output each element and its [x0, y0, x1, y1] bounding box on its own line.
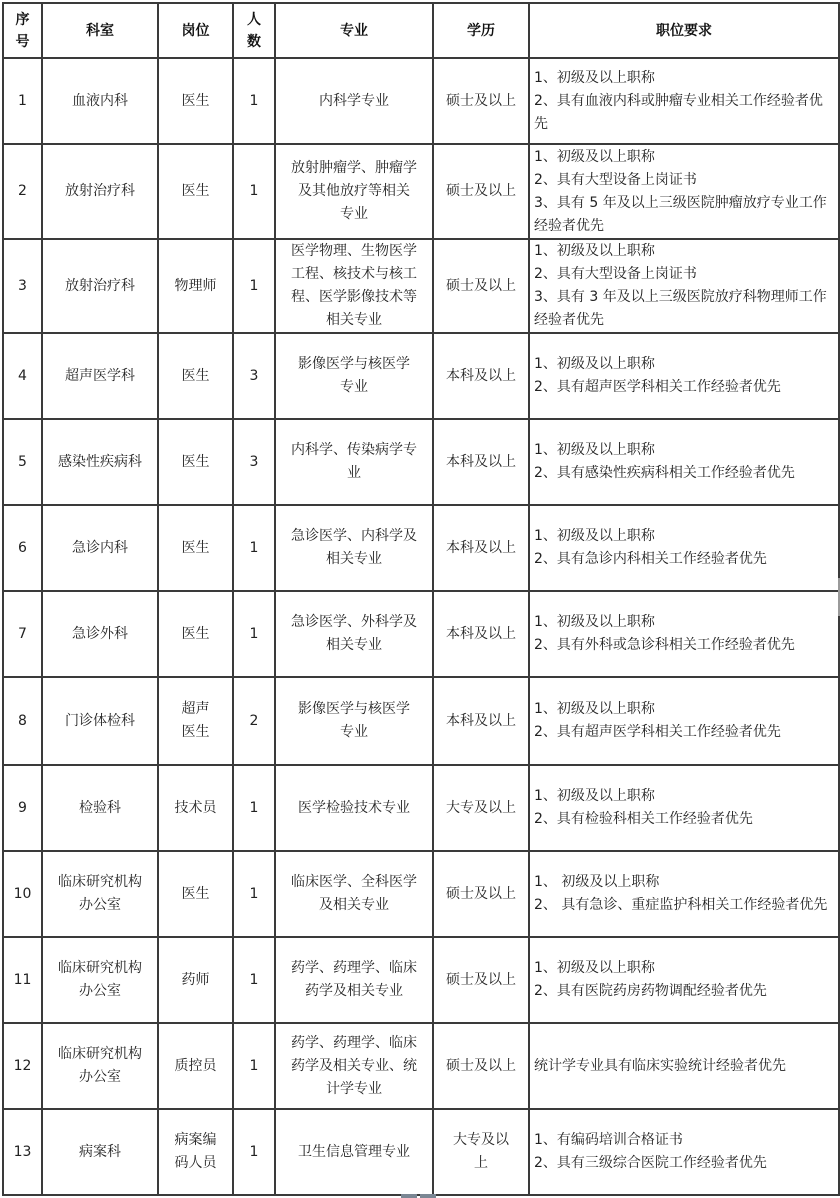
cell-dept-line: 办公室 [79, 1069, 121, 1085]
cell-dept: 放射治疗科 [42, 239, 158, 333]
requirement-item: 1、初级及以上职称 [534, 528, 655, 544]
cell-edu: 硕士及以上 [433, 239, 529, 333]
table-row [3, 239, 839, 333]
cell-no: 8 [3, 677, 42, 765]
cell-major [275, 677, 433, 765]
cell-requirements [529, 239, 839, 333]
cell-major-line: 专业 [340, 206, 368, 222]
cell-edu: 本科及以上 [433, 591, 529, 677]
cell-dept [42, 937, 158, 1023]
cell-requirements [529, 937, 839, 1023]
table-header-row [3, 3, 839, 58]
header-post: 岗位 [158, 3, 233, 58]
cell-major: 内科学专业 [275, 58, 433, 144]
cell-no: 1 [3, 58, 42, 144]
cell-dept: 急诊外科 [42, 591, 158, 677]
cell-major [275, 937, 433, 1023]
cell-major [275, 1023, 433, 1109]
requirement-item: 2、具有感染性疾病科相关工作经验者优先 [534, 465, 795, 481]
header-no [3, 3, 42, 58]
cell-post: 质控员 [158, 1023, 233, 1109]
cell-requirements [529, 1109, 839, 1195]
table-row [3, 144, 839, 239]
cell-major-line: 药学及相关专业 [305, 983, 403, 999]
header-count [233, 3, 275, 58]
cell-post-line: 超声 [181, 701, 210, 717]
cell-count: 1 [233, 765, 275, 851]
cell-post: 医生 [158, 333, 233, 419]
cell-major [275, 419, 433, 505]
cell-post: 医生 [158, 505, 233, 591]
bottom-handle-right [420, 1194, 436, 1198]
cell-no: 10 [3, 851, 42, 937]
bottom-handle-left [401, 1194, 417, 1198]
cell-no: 5 [3, 419, 42, 505]
cell-requirements [529, 677, 839, 765]
cell-post: 物理师 [158, 239, 233, 333]
cell-dept [42, 1023, 158, 1109]
cell-post-line: 病案编 [174, 1132, 217, 1148]
header-no-line: 号 [15, 33, 30, 50]
requirement-item: 2、具有检验科相关工作经验者优先 [534, 811, 753, 827]
requirement-item: 1、初级及以上职称 [534, 960, 655, 976]
cell-no: 3 [3, 239, 42, 333]
cell-edu: 硕士及以上 [433, 1023, 529, 1109]
cell-requirements [529, 419, 839, 505]
cell-major-line: 影像医学与核医学 [298, 701, 410, 717]
cell-edu: 本科及以上 [433, 419, 529, 505]
cell-major-line: 专业 [340, 724, 368, 740]
cell-edu-line: 大专及以 [453, 1132, 509, 1148]
requirement-item: 1、初级及以上职称 [534, 243, 655, 259]
header-edu: 学历 [433, 3, 529, 58]
cell-major-line: 相关专业 [326, 551, 382, 567]
cell-post-line: 码人员 [174, 1155, 217, 1171]
cell-post: 医生 [158, 419, 233, 505]
requirement-item: 2、具有大型设备上岗证书 [534, 266, 697, 282]
cell-no: 12 [3, 1023, 42, 1109]
cell-major-line: 内科学、传染病学专 [291, 442, 417, 458]
cell-major-line: 及其他放疗等相关 [298, 183, 410, 199]
table-row [3, 1023, 839, 1109]
table-row [3, 677, 839, 765]
cell-edu: 本科及以上 [433, 505, 529, 591]
requirement-item: 1、初级及以上职称 [534, 148, 655, 165]
cell-post [158, 1109, 233, 1195]
header-count-line: 数 [247, 33, 261, 50]
cell-major-line: 药学及相关专业、统 [291, 1057, 417, 1074]
cell-count: 1 [233, 1023, 275, 1109]
cell-dept-line: 办公室 [79, 983, 121, 999]
cell-count: 1 [233, 58, 275, 144]
table-row [3, 937, 839, 1023]
cell-post: 医生 [158, 851, 233, 937]
cell-major: 医学检验技术专业 [275, 765, 433, 851]
cell-edu: 硕士及以上 [433, 851, 529, 937]
requirement-item: 1、有编码培训合格证书 [534, 1132, 683, 1148]
cell-dept: 放射治疗科 [42, 144, 158, 239]
cell-post: 技术员 [158, 765, 233, 851]
header-no-line: 序 [15, 11, 30, 28]
requirement-item: 2、 具有急诊、重症监护科相关工作经验者优先 [534, 897, 828, 913]
cell-major-line: 放射肿瘤学、肿瘤学 [291, 160, 417, 176]
requirement-item: 2、具有医院药房药物调配经验者优先 [534, 983, 767, 999]
cell-edu: 本科及以上 [433, 333, 529, 419]
cell-edu-line: 上 [474, 1155, 488, 1171]
cell-major [275, 144, 433, 239]
cell-no: 11 [3, 937, 42, 1023]
requirement-item: 统计学专业具有临床实验统计经验者优先 [534, 1057, 786, 1074]
cell-major-line: 影像医学与核医学 [298, 356, 410, 372]
cell-post: 医生 [158, 58, 233, 144]
cell-count: 1 [233, 505, 275, 591]
table-body [3, 58, 839, 1195]
requirement-item: 1、初级及以上职称 [534, 614, 655, 630]
cell-post: 医生 [158, 591, 233, 677]
requirement-item: 2、具有三级综合医院工作经验者优先 [534, 1155, 767, 1171]
cell-requirements [529, 333, 839, 419]
cell-dept [42, 851, 158, 937]
cell-requirements [529, 58, 839, 144]
cell-major [275, 505, 433, 591]
cell-requirements [529, 505, 839, 591]
cell-count: 1 [233, 937, 275, 1023]
table-row [3, 333, 839, 419]
cell-major-line: 程、医学影像技术等 [291, 289, 417, 305]
cell-requirements [529, 144, 839, 239]
cell-count: 2 [233, 677, 275, 765]
cell-count: 1 [233, 239, 275, 333]
cell-requirements [529, 765, 839, 851]
cell-edu: 硕士及以上 [433, 58, 529, 144]
cell-major-line: 相关专业 [326, 312, 382, 328]
requirement-item: 1、初级及以上职称 [534, 356, 655, 372]
cell-major [275, 333, 433, 419]
recruitment-table [2, 2, 840, 1196]
cell-major-line: 药学、药理学、临床 [291, 1034, 417, 1051]
cell-major-line: 专业 [340, 379, 368, 395]
header-count-line: 人 [247, 11, 261, 28]
cell-no: 6 [3, 505, 42, 591]
requirement-item: 2、具有超声医学科相关工作经验者优先 [534, 379, 781, 395]
table-row [3, 505, 839, 591]
cell-major-line: 医学物理、生物医学 [291, 243, 417, 259]
cell-dept: 门诊体检科 [42, 677, 158, 765]
cell-dept: 感染性疾病科 [42, 419, 158, 505]
cell-dept-line: 临床研究机构 [58, 1046, 142, 1062]
cell-edu: 硕士及以上 [433, 937, 529, 1023]
cell-edu: 硕士及以上 [433, 144, 529, 239]
table-row [3, 851, 839, 937]
cell-dept: 急诊内科 [42, 505, 158, 591]
cell-major-line: 计学专业 [326, 1080, 382, 1097]
requirement-item: 1、 初级及以上职称 [534, 874, 660, 890]
table-row [3, 419, 839, 505]
header-req: 职位要求 [529, 3, 839, 58]
table-row [3, 1109, 839, 1195]
cell-major-line: 业 [347, 465, 361, 481]
cell-dept-line: 临床研究机构 [58, 960, 142, 976]
cell-requirements [529, 851, 839, 937]
cell-no: 9 [3, 765, 42, 851]
cell-major-line: 及相关专业 [319, 897, 389, 913]
cell-edu: 大专及以上 [433, 765, 529, 851]
cell-count: 1 [233, 1109, 275, 1195]
requirement-item: 1、初级及以上职称 [534, 442, 655, 458]
cell-count: 1 [233, 851, 275, 937]
cell-edu: 本科及以上 [433, 677, 529, 765]
header-major: 专业 [275, 3, 433, 58]
cell-count: 3 [233, 419, 275, 505]
table-row [3, 58, 839, 144]
cell-dept-line: 临床研究机构 [58, 874, 142, 890]
cell-major [275, 239, 433, 333]
cell-major-line: 急诊医学、外科学及 [291, 614, 417, 630]
cell-dept: 检验科 [42, 765, 158, 851]
requirement-item: 1、初级及以上职称 [534, 701, 655, 717]
cell-major: 卫生信息管理专业 [275, 1109, 433, 1195]
cell-post [158, 677, 233, 765]
cell-dept: 病案科 [42, 1109, 158, 1195]
requirement-item: 3、具有 3 年及以上三级医院放疗科物理师工作经验者优先 [534, 289, 827, 328]
cell-major [275, 591, 433, 677]
cell-no: 7 [3, 591, 42, 677]
cell-major-line: 药学、药理学、临床 [291, 960, 417, 976]
header-dept: 科室 [42, 3, 158, 58]
requirement-item: 2、具有外科或急诊科相关工作经验者优先 [534, 637, 795, 653]
cell-dept-line: 办公室 [79, 897, 121, 913]
cell-dept: 血液内科 [42, 58, 158, 144]
cell-dept: 超声医学科 [42, 333, 158, 419]
cell-major-line: 急诊医学、内科学及 [291, 528, 417, 544]
cell-no: 4 [3, 333, 42, 419]
cell-edu [433, 1109, 529, 1195]
requirement-item: 2、具有急诊内科相关工作经验者优先 [534, 551, 767, 567]
cell-major-line: 工程、核技术与核工 [291, 266, 417, 282]
table-row [3, 765, 839, 851]
cell-count: 3 [233, 333, 275, 419]
requirement-item: 2、具有大型设备上岗证书 [534, 171, 697, 188]
cell-requirements [529, 1023, 839, 1109]
cell-count: 1 [233, 144, 275, 239]
requirement-item: 1、初级及以上职称 [534, 788, 655, 804]
requirement-item: 2、具有超声医学科相关工作经验者优先 [534, 724, 781, 740]
cell-major-line: 临床医学、全科医学 [291, 874, 417, 890]
cell-count: 1 [233, 591, 275, 677]
cell-no: 13 [3, 1109, 42, 1195]
cell-major-line: 相关专业 [326, 637, 382, 653]
requirement-item: 1、初级及以上职称 [534, 69, 655, 86]
cell-major [275, 851, 433, 937]
table-row [3, 591, 839, 677]
cell-no: 2 [3, 144, 42, 239]
cell-post: 医生 [158, 144, 233, 239]
cell-requirements [529, 591, 839, 677]
requirement-item: 2、具有血液内科或肿瘤专业相关工作经验者优先 [534, 92, 823, 132]
requirement-item: 3、具有 5 年及以上三级医院肿瘤放疗专业工作经验者优先 [534, 194, 827, 234]
cell-post: 药师 [158, 937, 233, 1023]
cell-post-line: 医生 [181, 724, 210, 740]
